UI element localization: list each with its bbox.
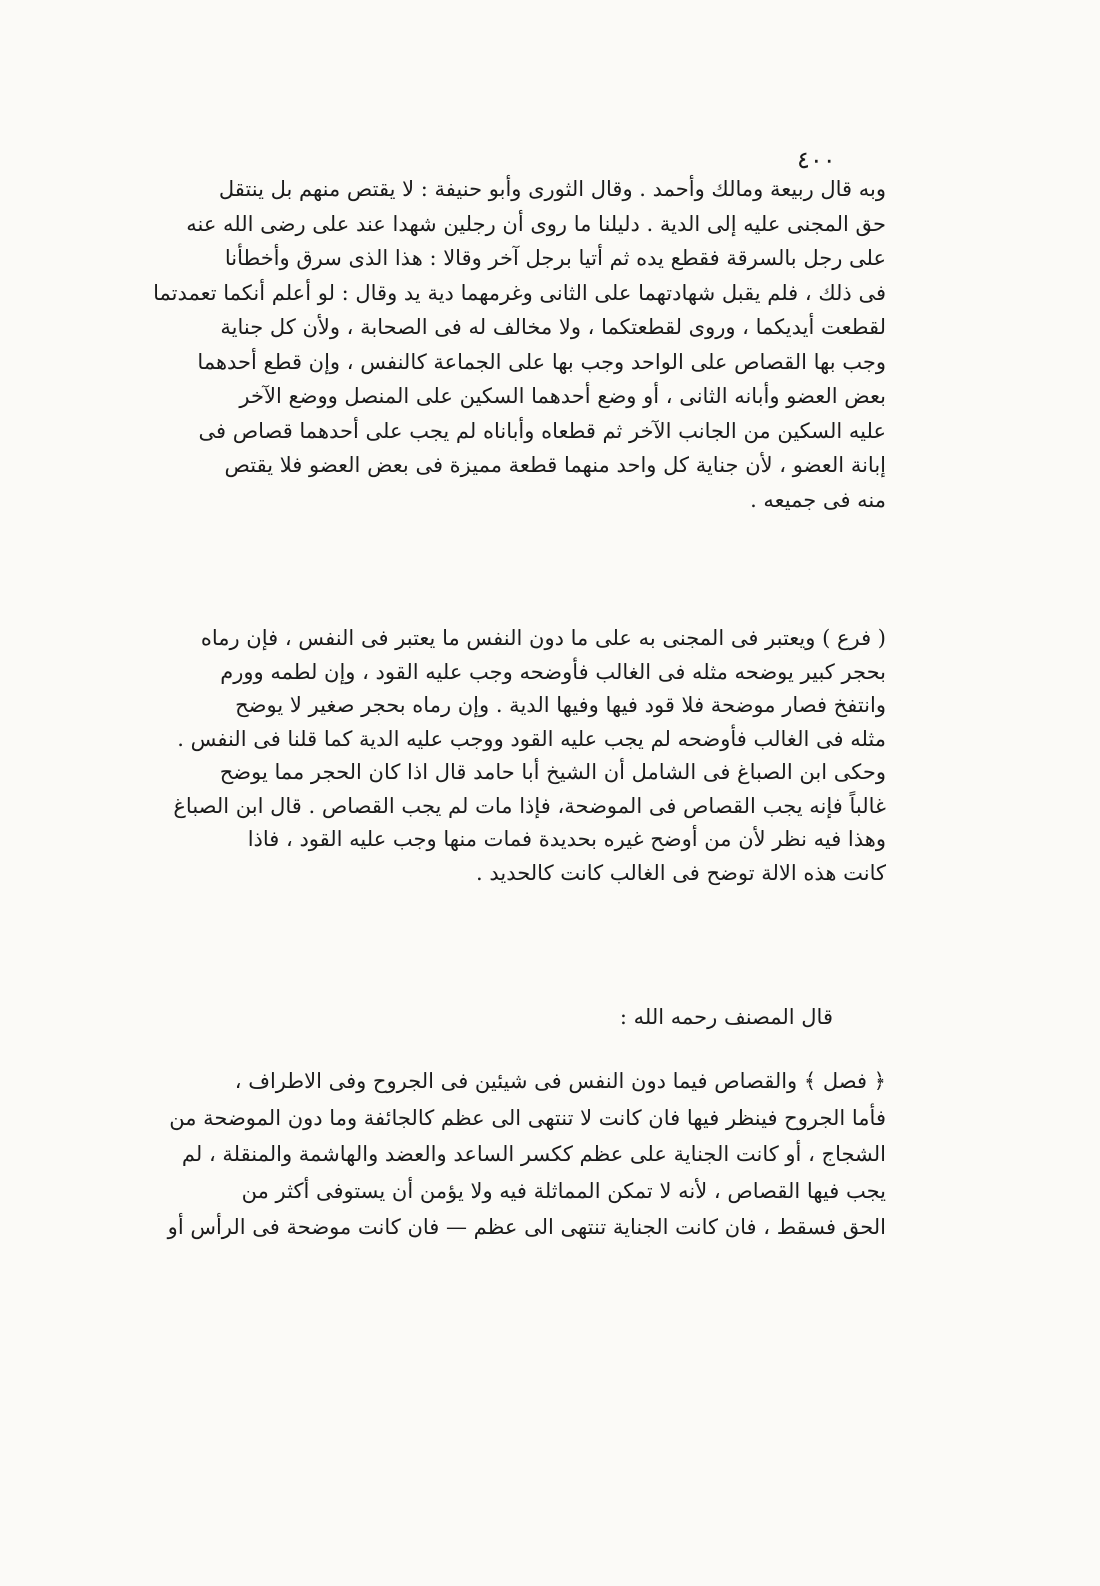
text-line: ( فرع ) ويعتبر فى المجنى به على ما دون النفس ما يعتبر فى النفس ، فإن رماه <box>200 626 886 650</box>
text-line: يجب فيها القصاص ، لأنه لا تمكن المماثلة فيه ولا يؤمن أن يستوفى أكثر من <box>241 1178 886 1203</box>
paragraph-section <box>167 1063 886 1246</box>
text-line: على رجل بالسرقة فقطع يده ثم أتيا برجل آخر وقالا : هذا الذى سرق وأخطأنا <box>224 246 886 270</box>
text-line: وجب بها القصاص على الواحد وجب بها على الجماعة كالنفس ، وإن قطع أحدهما <box>197 349 886 374</box>
text-line: منه فى جميعه . <box>750 487 886 512</box>
text-line: حق المجنى عليه إلى الدية . دليلنا ما روى أن رجلين شهدا عند على رضى الله عنه <box>186 211 886 236</box>
text-line: فأما الجروح فينظر فيها فان كانت لا تنتهى الى عظم كالجائفة وما دون الموضحة من <box>169 1105 886 1130</box>
text-line: فى ذلك ، فلم يقبل شهادتهما على الثانى وغرمهما دية يد وقال : لو أعلم أنكما تعمدتما <box>153 280 886 305</box>
page-number: ٤٠٠ <box>797 146 836 174</box>
text-line: ﴿ فصل ﴾ والقصاص فيما دون النفس فى شيئين فى الجروح وفى الاطراف ، <box>234 1069 886 1093</box>
text-line: قال المصنف رحمه الله : <box>619 1005 833 1029</box>
text-line: لقطعت أيديكما ، وروى لقطعتكما ، ولا مخالف له فى الصحابة ، ولأن كل جناية <box>220 315 886 339</box>
text-line: عليه السكين من الجانب الآخر ثم قطعاه وأباناه لم يجب على أحدهما قصاص فى <box>198 418 886 443</box>
text-line: وانتفخ فصار موضحة فلا قود فيها وفيها الدية . وإن رماه بحجر صغير لا يوضح <box>235 693 886 717</box>
text-line: كانت هذه الالة توضح فى الغالب كانت كالحديد . <box>475 860 886 885</box>
text-line: بحجر كبير يوضحه مثله فى الغالب فأوضحه وجب عليه القود ، وإن لطمه وورم <box>220 659 886 684</box>
text-line: غالباً فإنه يجب القصاص فى الموضحة، فإذا مات لم يجب القصاص . قال ابن الصباغ <box>173 793 886 818</box>
text-line: وهذا فيه نظر لأن من أوضح غيره بحديدة فمات منها وجب عليه القود ، فاذا <box>247 827 886 851</box>
paragraph-1 <box>153 172 886 517</box>
text-line: وبه قال ربيعة ومالك وأحمد . وقال الثورى وأبو حنيفة : لا يقتص منهم بل ينتقل <box>218 177 886 201</box>
text-line: بعض العضو وأبانه الثانى ، أو وضع أحدهما السكين على المنصل ووضع الآخر <box>239 384 886 408</box>
text-line: وحكى ابن الصباغ فى الشامل أن الشيخ أبا حامد قال اذا كان الحجر مما يوضح <box>219 760 886 784</box>
paragraph-2 <box>173 622 886 890</box>
text-line: مثله فى الغالب فأوضحه لم يجب عليه القود ووجب عليه الدية كما قلنا فى النفس . <box>177 726 886 751</box>
text-line: الشجاج ، أو كانت الجناية على عظم ككسر الساعد والعضد والهاشمة والمنقلة ، لم <box>181 1142 886 1166</box>
text-line: إبانة العضو ، لأن جناية كل واحد منهما قطعة مميزة فى بعض العضو فلا يقتص <box>224 453 886 477</box>
author-heading <box>178 1000 833 1034</box>
text-line: الحق فسقط ، فان كانت الجناية تنتهى الى عظم — فان كانت موضحة فى الرأس أو <box>167 1215 886 1239</box>
